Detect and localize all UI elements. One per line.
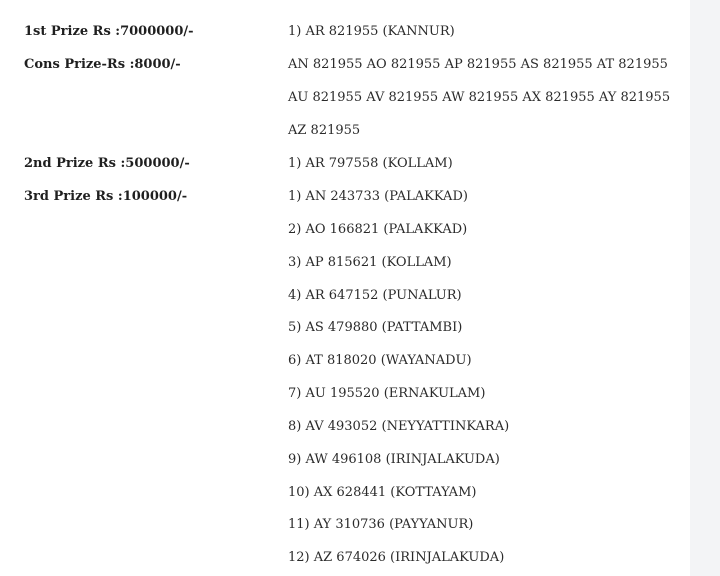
consolation-line: AZ 821955 [288,123,361,138]
third-prize-label: 3rd Prize Rs :100000/- [24,189,188,204]
third-prize-winner: 1) AN 243733 (PALAKKAD) [288,189,468,204]
third-prize-winner: 5) AS 479880 (PATTAMBI) [288,320,463,335]
consolation-prize-label: Cons Prize-Rs :8000/- [24,57,181,72]
third-prize-winner: 2) AO 166821 (PALAKKAD) [288,222,468,237]
third-prize-winner: 12) AZ 674026 (IRINJALAKUDA) [288,550,505,565]
third-prize-winner: 6) AT 818020 (WAYANADU) [288,353,472,368]
right-side-panel [690,0,720,576]
third-prize-winner: 3) AP 815621 (KOLLAM) [288,255,452,270]
consolation-line: AU 821955 AV 821955 AW 821955 AX 821955 AY 821955 [288,90,671,105]
first-prize-winner: 1) AR 821955 (KANNUR) [288,24,455,39]
third-prize-winner: 4) AR 647152 (PUNALUR) [288,288,462,303]
third-prize-winner: 10) AX 628441 (KOTTAYAM) [288,485,477,500]
consolation-line: AN 821955 AO 821955 AP 821955 AS 821955 AT 821955 [288,57,668,72]
third-prize-winner: 8) AV 493052 (NEYYATTINKARA) [288,419,510,434]
second-prize-label: 2nd Prize Rs :500000/- [24,156,190,171]
second-prize-winner: 1) AR 797558 (KOLLAM) [288,156,453,171]
third-prize-winner: 11) AY 310736 (PAYYANUR) [288,517,474,532]
third-prize-winner: 9) AW 496108 (IRINJALAKUDA) [288,452,500,467]
first-prize-label: 1st Prize Rs :7000000/- [24,24,194,39]
third-prize-winner: 7) AU 195520 (ERNAKULAM) [288,386,486,401]
